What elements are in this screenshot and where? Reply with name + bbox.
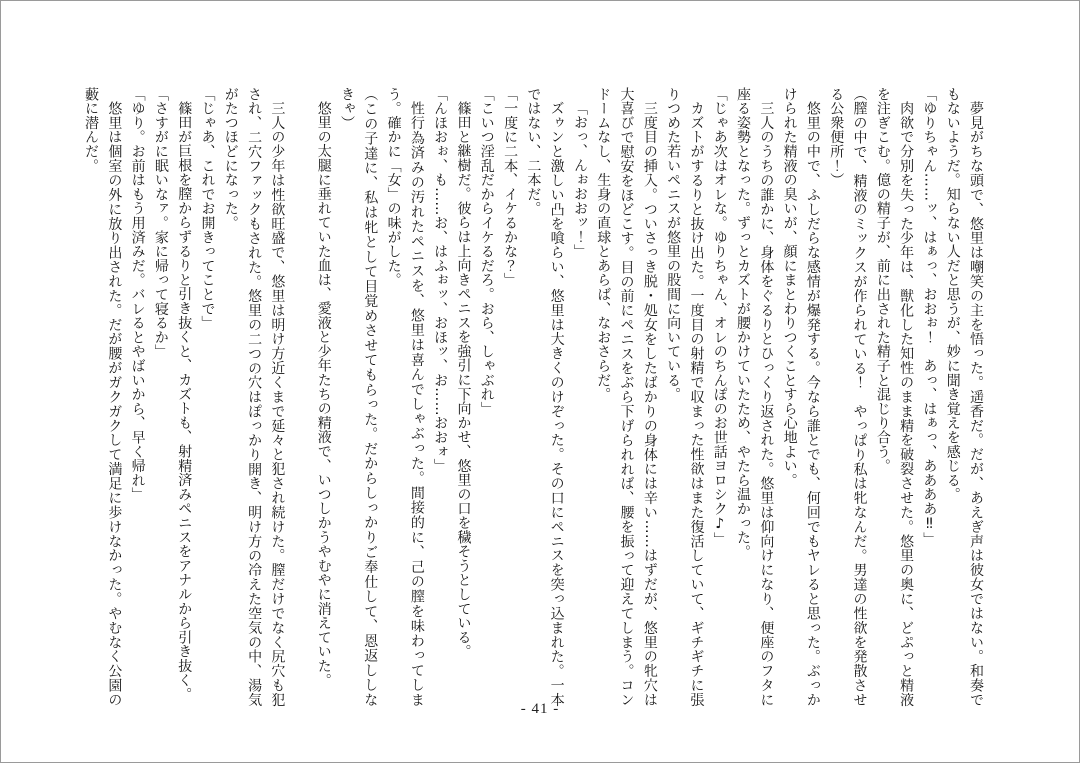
paragraph: カズトがするりと抜け出た。一度目の射精で収まった性欲はまた復活していて、ギチギチに張りつめた若いペニスが悠里の股間に向いている。	[665, 87, 705, 707]
novel-text-block	[75, 87, 987, 707]
paragraph: ズゥンと激しい凸を喰らい、悠里は大きくのけぞった。その口にペニスを突っ込まれた。一本ではない、二本だ。	[525, 87, 565, 707]
paragraph: 篠田と継樹だ。彼らは上向きペニスを強引に下向かせ、悠里の口を穢そうとしている。	[455, 101, 472, 659]
paragraph: 悠里の太腿に垂れていた血は、愛液と少年たちの精液で、いつしかうやむやに消えていた。	[315, 101, 332, 688]
paragraph-dialogue: 「じゃあ、これでお開きってことで」	[199, 87, 216, 331]
paragraph-dialogue: 「一度に二本、イケるかな？」	[502, 87, 519, 288]
paragraph-thought: （膣の中で、精液のミックスが作られている！ やっぱり私は牝なんだ。男達の性欲を発散させる公衆便所！）	[828, 87, 868, 707]
paragraph: 三人の少年は性欲旺盛で、悠里は明け方近くまで延々と犯され続けた。膣だけでなく尻穴も犯され、二穴ファックもされた。悠里の二つの穴はぽっかり開き、明け方の冷えた空気の中、湯気がたつほどになった。	[222, 87, 286, 707]
paragraph-dialogue: 「じゃあ次はオレな。ゆりちゃん、オレのちんぽのお世話ヨロシク♪」	[711, 87, 728, 547]
paragraph-dialogue: 「んほおぉ、も……お、はふぉッ、おほッ、お……おおォ」	[432, 87, 449, 474]
paragraph: 三人のうちの誰かに、身体をぐるりとひっくり返された。悠里は仰向けになり、便座のフタに座る姿勢となった。ずっとカズトが腰かけていたため、やたら温かった。	[735, 87, 775, 707]
paragraph: 夢見がちな頭で、悠里は嘲笑の主を悟った。遥香だ。だが、あえぎ声は彼女ではない。和奏でもないようだ。知らない人だと思うが、妙に聞き覚えを感じる。	[944, 87, 984, 707]
page-number: - 41 -	[520, 701, 560, 717]
scene-break-spacer	[288, 87, 311, 707]
paragraph: 性行為済みの汚れたペニスを、悠里は喜んでしゃぶった。間接的に、己の膣を味わってしまう。確かに「女」の味がした。	[385, 87, 425, 707]
paragraph: 篠田が巨根を膣からずるりと引き抜くと、カズトも、射精済みペニスをアナルから引き抜く。	[176, 101, 193, 702]
paragraph-dialogue: 「さすがに眠いなァ。家に帰って寝るか」	[152, 87, 169, 359]
paragraph: 悠里の中で、ふしだらな感情が爆発する。今なら誰とでも、何回でもヤレると思った。ぶっかけられた精液の臭いが、顔にまとわりつくことすら心地よい。	[781, 87, 821, 707]
paragraph-dialogue: 「おっ、んぉおおッ！」	[571, 101, 588, 259]
paragraph-dialogue: 「ゆり。お前はもう用済みだ。バレるとやばいから、早く帰れ」	[129, 87, 146, 502]
paragraph-thought: （この子達に、私は牝として目覚めさせてもらった。だからしっかりご奉仕して、恩返ししなきゃ）	[338, 87, 379, 707]
paragraph: 三度目の挿入。ついさっき脱・処女をしたばかりの身体には辛い……はずだが、悠里の牝穴は大喜びで慰安をほどこす。目の前にペニスをぶら下げられれば、腰を振って迎えてしまう。コンドームなし、生身の直球とあらば、なおさらだ。	[595, 87, 658, 707]
paragraph-dialogue: 「ゆりちゃん……ッ、はぁっ、おおぉ！ あっ、はぁっ、ああああ‼」	[921, 87, 938, 547]
paragraph: 悠里は個室の外に放り出された。だが腰がガクガクして満足に歩けなかった。やむなく公園の藪に潜んだ。	[83, 87, 123, 707]
paragraph-dialogue: 「こいつ淫乱だからイケるだろ。おら、しゃぶれ」	[478, 87, 495, 416]
paragraph: 肉欲で分別を失った少年は、獣化した知性のまま精を破裂させた。悠里の奥に、どぷっと精液を注ぎこむ。億の精子が、前に出された精子と混じり合う。	[874, 87, 915, 707]
